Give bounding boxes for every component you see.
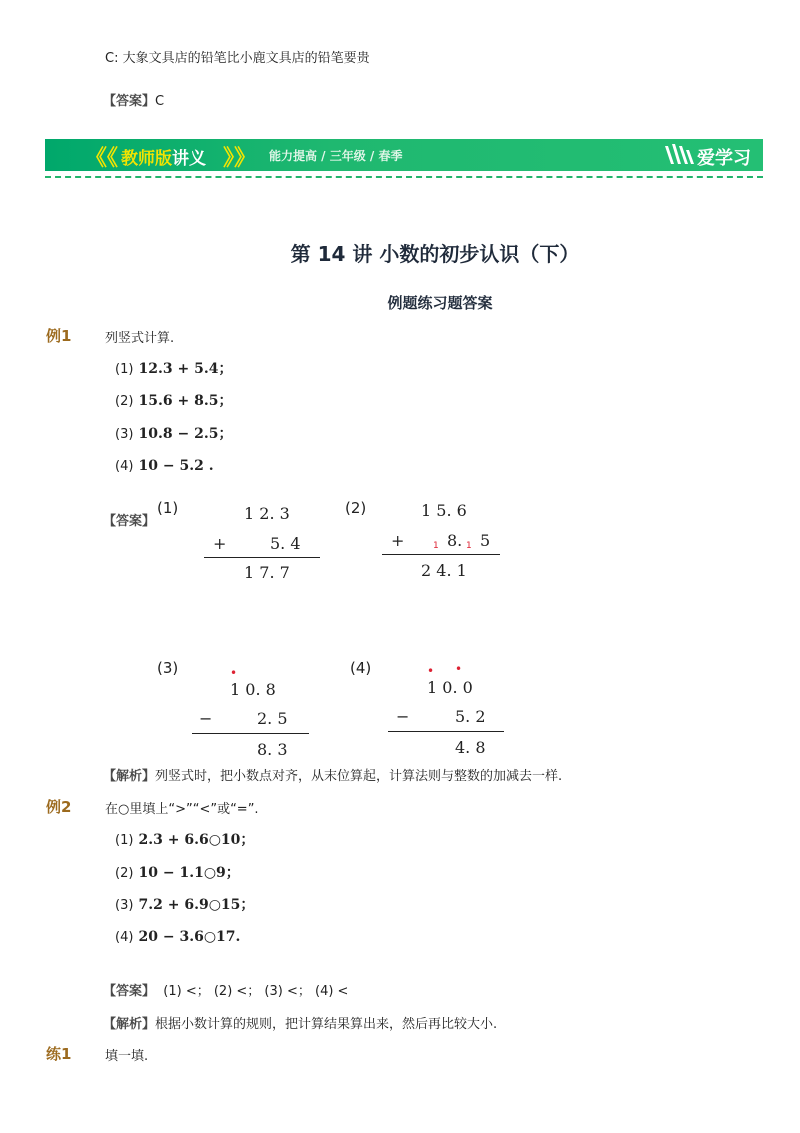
example-2-label: 例2 [46,798,72,816]
calc-operator: − [396,707,410,726]
example-1-prompt: 列竖式计算. [105,331,175,346]
section-subtitle: 例题练习题答案 [387,294,493,312]
list-item: (4) 10 − 5.2 . [115,458,214,474]
chevrons-left-icon: 《《 [85,146,119,171]
borrow-dot: • [427,664,435,678]
calc-label: (2) [345,499,367,517]
calc-row2: 5. 4 [270,534,301,553]
calc-result: 2 4. 1 [421,561,467,580]
lecture-title: 第 14 讲 小数的初步认识（下） [290,242,580,266]
list-item: (4) 20 − 3.6○17. [115,929,241,945]
list-item: (2) 10 − 1.1○9； [115,865,240,881]
banner-title-part2: 讲义 [172,149,206,169]
chevrons-right-icon: 》》 [223,146,257,171]
calc-row2: 5. 2 [455,707,486,726]
carry-mark: 1 [433,541,439,551]
calc-result: 1 7. 7 [244,563,290,582]
list-item: (1) 2.3 + 6.6○10； [115,832,255,848]
analysis-tag: 【解析】 [103,769,156,784]
answer-value: C [155,94,165,109]
calc-operator: + [391,531,405,550]
answer [103,980,348,999]
calc-operator: + [213,534,227,553]
calc-row1: 1 5. 6 [421,501,467,520]
list-item: (2) 15.6 + 8.5； [115,393,233,409]
header-banner [45,139,763,171]
calc-label: (4) [350,659,372,677]
analysis [103,1013,497,1032]
borrow-dot: • [230,666,238,680]
analysis-text: 列竖式时，把小数点对齐，从末位算起，计算法则与整数的加减去一样. [155,769,563,784]
answer-tag: 【答案】 [103,984,156,999]
analysis-tag: 【解析】 [103,1017,156,1032]
banner-breadcrumb: 能力提高 / 三年级 / 春季 [269,149,403,163]
calc-label: (3) [157,659,179,677]
calc-row1: 1 0. 0 [427,678,473,697]
practice-1-prompt: 填一填. [105,1049,149,1064]
calc-line [382,554,500,555]
brand-name: 爱学习 [697,148,751,169]
brand-logo-icon [663,142,695,172]
calc-label: (1) [157,499,179,517]
calc-row1: 1 0. 8 [230,680,276,699]
example-1-label: 例1 [46,327,72,345]
calc-row2-digit: 8. [447,531,463,550]
calc-result: 8. 3 [257,740,288,759]
borrow-dot: • [455,662,463,676]
calc-row1: 1 2. 3 [244,504,290,523]
example-2-prompt: 在○里填上“>”“<”或“=”. [105,802,259,817]
list-item: (3) 7.2 + 6.9○15； [115,897,255,913]
answer-text: (1) <； (2) <； (3) <； (4) < [163,984,349,999]
banner-title-part1: 教师版 [121,149,172,169]
option-c: C: 大象文具店的铅笔比小鹿文具店的铅笔要贵 [105,51,370,66]
list-item: (3) 10.8 − 2.5； [115,426,233,442]
analysis [103,765,562,784]
analysis-text: 根据小数计算的规则，把计算结果算出来，然后再比较大小. [155,1017,498,1032]
answer-tag: 【答案】 [103,514,156,529]
calc-row2: 2. 5 [257,709,288,728]
practice-1-label: 练1 [46,1045,72,1063]
banner-divider [45,176,763,178]
calc-line [192,733,309,734]
calc-row2-digit: 5 [480,531,491,550]
list-item: (1) 12.3 + 5.4； [115,361,233,377]
carry-mark: 1 [466,541,472,551]
calc-operator: − [199,709,213,728]
answer-tag: 【答案】 [103,94,156,109]
calc-line [204,557,320,558]
calc-line [388,731,504,732]
calc-result: 4. 8 [455,738,486,757]
